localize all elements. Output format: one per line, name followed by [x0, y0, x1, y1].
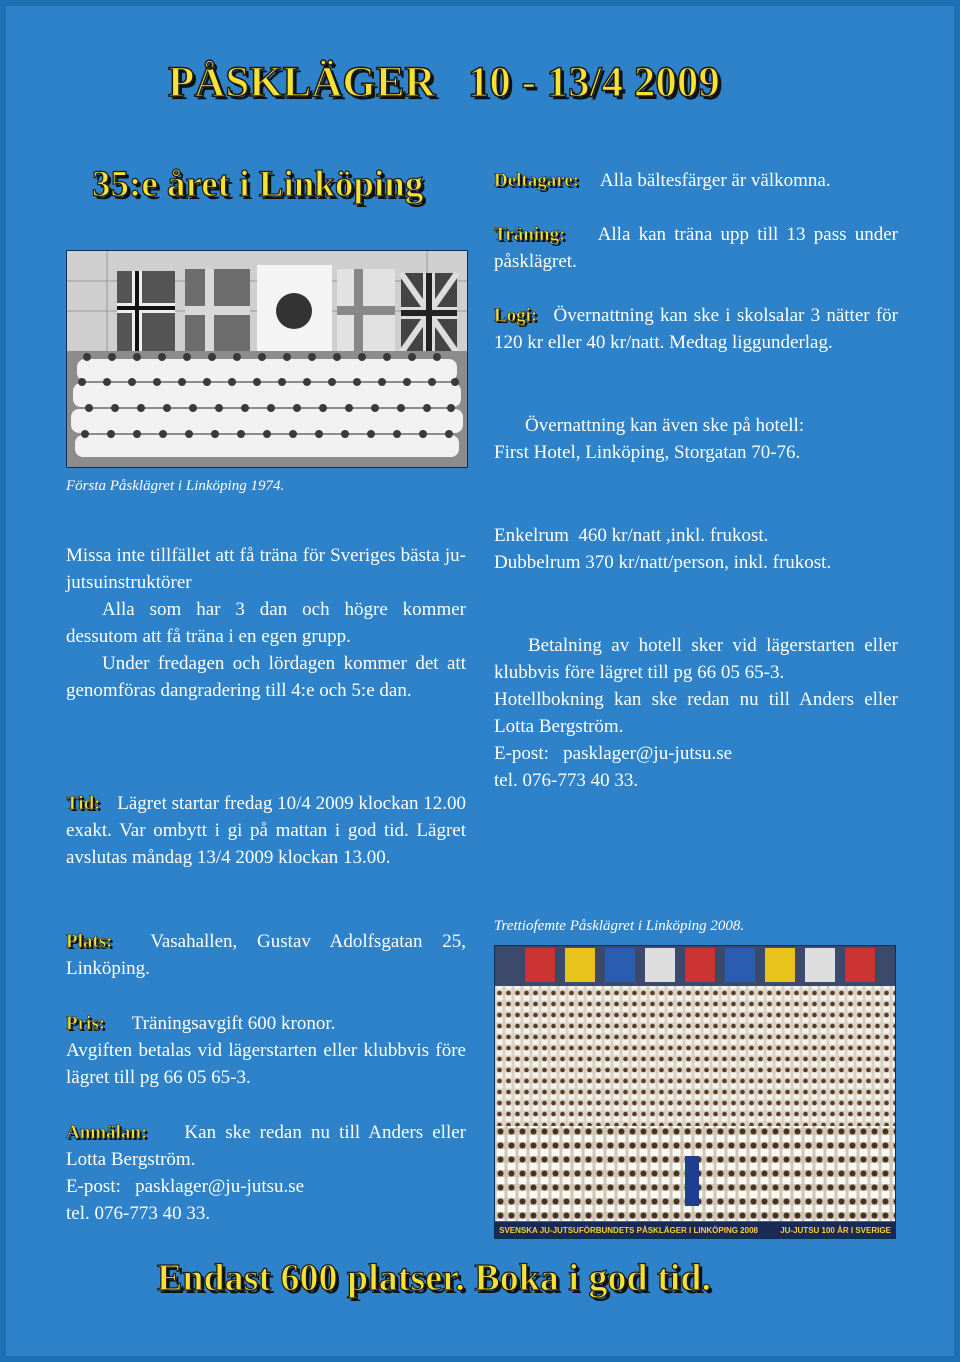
- traning-section: [494, 221, 898, 275]
- flag-uk: [401, 273, 457, 353]
- traning-label: Träning:: [494, 224, 566, 245]
- flag-japan: [257, 265, 332, 357]
- anmalan-section: [66, 1119, 466, 1227]
- photo-1974-image: [67, 251, 467, 467]
- logi-text: Övernattning kan ske i skolsalar 3 nätter för 120 kr eller 40 kr/natt. Medtag liggunderlag.: [494, 305, 899, 353]
- deltagare-section: [494, 167, 898, 194]
- hotel-info: [494, 412, 898, 466]
- room-single: Enkelrum 460 kr/natt ,inkl. frukost.: [494, 525, 769, 546]
- hotel-payment-text: Betalning av hotell sker vid lägerstarten eller klubbvis före lägret till pg 66 05 65-3.: [494, 635, 898, 683]
- deltagare-label: Deltagare:: [494, 170, 580, 191]
- page-title: PÅSKLÄGER 10 - 13/4 2009: [168, 59, 720, 106]
- intro-text: [66, 542, 466, 704]
- plats-text: Vasahallen, Gustav Adolfsgatan 25, Linköping.: [66, 931, 466, 979]
- flag-sweden: [185, 269, 250, 357]
- anmalan-label: Anmälan:: [66, 1122, 148, 1143]
- photo-2008-image: [495, 946, 895, 1238]
- hotel-line2: First Hotel, Linköping, Storgatan 70-76.: [494, 442, 801, 463]
- hotel-booking: Hotellbokning kan ske redan nu till Anders eller Lotta Bergström.: [494, 689, 898, 737]
- deltagare-text: Alla bältesfärger är välkomna.: [599, 170, 831, 191]
- anmalan-email: E-post: pasklager@ju-jutsu.se: [66, 1176, 305, 1197]
- plats-label: Plats:: [66, 931, 113, 952]
- logi-label: Logi:: [494, 305, 538, 326]
- anmalan-text: Kan ske redan nu till Anders eller Lotta Bergström.: [66, 1122, 466, 1170]
- subtitle: 35:e året i Linköping: [92, 164, 424, 205]
- logi-section: [494, 302, 898, 356]
- tid-section: [66, 790, 466, 871]
- traning-text: Alla kan träna upp till 13 pass under påsklägret.: [494, 224, 898, 272]
- pris-text2: Avgiften betalas vid lägerstarten eller klubbvis före lägret till pg 66 05 65-3.: [66, 1040, 466, 1088]
- hotel-payment: [494, 632, 898, 794]
- footer-headline: Endast 600 platser. Boka i god tid.: [157, 1257, 711, 1299]
- hotel-tel: tel. 076-773 40 33.: [494, 770, 639, 791]
- pris-text: Träningsavgift 600 kronor.: [131, 1013, 336, 1034]
- tid-text: Lägret startar fredag 10/4 2009 klockan 12.00 exakt. Var ombytt i gi på mattan i god tid. Lägret avslutas måndag 13/4 2009 klockan 13.00.: [66, 793, 467, 868]
- intro-p2: Alla som har 3 dan och högre kommer dessutom att få träna i en egen grupp.: [66, 599, 466, 647]
- plats-section: [66, 928, 466, 982]
- tid-label: Tid:: [66, 793, 101, 814]
- intro-p1: Missa inte tillfället att få träna för Sveriges bästa ju-jutsuinstruktörer: [66, 545, 466, 593]
- hotel-line1: Övernattning kan även ske på hotell:: [525, 415, 805, 436]
- anmalan-tel: tel. 076-773 40 33.: [66, 1203, 211, 1224]
- pris-section: [66, 1010, 466, 1091]
- flag-finland: [337, 269, 395, 357]
- group-photo-1974: [66, 250, 468, 468]
- group-photo-2008: [494, 945, 896, 1239]
- intro-p3: Under fredagen och lördagen kommer det att genomföras dangradering till 4:e och 5:e dan.: [66, 653, 466, 701]
- hotel-email: E-post: pasklager@ju-jutsu.se: [494, 743, 733, 764]
- room-double: Dubbelrum 370 kr/natt/person, inkl. frukost.: [494, 552, 832, 573]
- photo-2008-caption: Trettiofemte Påsklägret i Linköping 2008.: [494, 918, 745, 934]
- room-prices: [494, 522, 898, 576]
- flag-norway: [117, 271, 175, 356]
- photo-2008-banner: SVENSKA JU-JUTSUFÖRBUNDETS PÅSKLÄGER I LINKÖPING 2008 JU-JUTSU 100 ÅR I SVERIGE: [499, 1226, 891, 1235]
- pris-label: Pris:: [66, 1013, 106, 1034]
- photo-1974-caption: Första Påsklägret i Linköping 1974.: [66, 478, 285, 494]
